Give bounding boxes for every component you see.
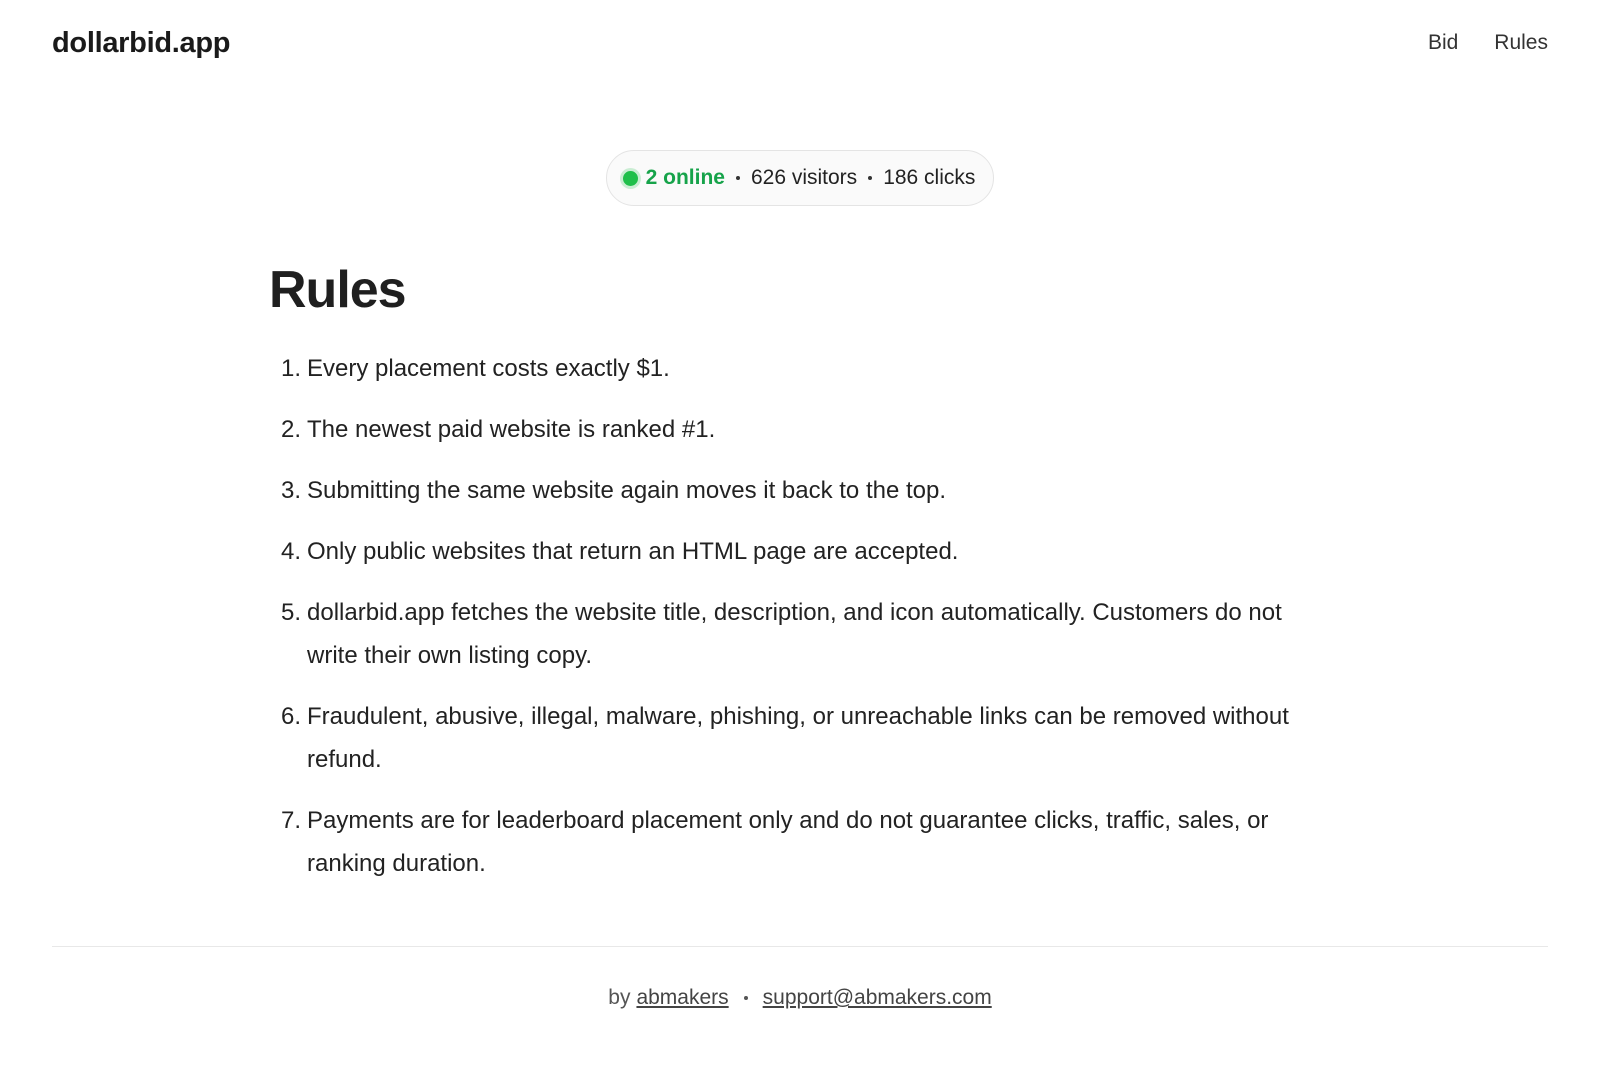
rule-item bbox=[269, 347, 1339, 390]
rule-text: Submitting the same website again moves it back to the top. bbox=[307, 477, 947, 505]
rule-text: Fraudulent, abusive, illegal, malware, phishing, or unreachable links can be removed without refund. bbox=[307, 703, 1289, 774]
rule-text: dollarbid.app fetches the website title, description, and icon automatically. Customers do not write their own listing copy. bbox=[307, 599, 1282, 670]
rule-item bbox=[269, 695, 1339, 781]
rule-number: 5. bbox=[280, 599, 301, 627]
page-title: Rules bbox=[269, 261, 406, 319]
rule-number: 3. bbox=[280, 477, 301, 505]
footer-email-link[interactable]: support@abmakers.com bbox=[762, 986, 992, 1009]
top-nav bbox=[1428, 31, 1548, 55]
clicks-count: 186 clicks bbox=[883, 166, 976, 189]
rule-number: 2. bbox=[280, 416, 301, 444]
nav-link-bid[interactable]: Bid bbox=[1427, 31, 1459, 54]
bullet-separator-icon bbox=[736, 176, 740, 180]
rule-number: 7. bbox=[280, 807, 301, 835]
rule-text: Every placement costs exactly $1. bbox=[307, 355, 670, 383]
main-content bbox=[269, 262, 1339, 903]
online-status-dot-icon bbox=[623, 171, 638, 186]
brand-logo-link[interactable]: dollarbid.app bbox=[52, 26, 231, 59]
rule-number: 1. bbox=[280, 355, 301, 383]
rule-item bbox=[269, 799, 1339, 885]
stats-pill bbox=[606, 150, 995, 206]
site-footer bbox=[0, 986, 1600, 1010]
rule-item bbox=[269, 591, 1339, 677]
footer-by-label: by bbox=[608, 986, 631, 1009]
site-header bbox=[52, 18, 1548, 68]
visitors-count: 626 visitors bbox=[750, 166, 858, 189]
rule-item bbox=[269, 469, 1339, 512]
rule-number: 6. bbox=[280, 703, 301, 731]
rule-number: 4. bbox=[280, 538, 301, 566]
nav-link-rules[interactable]: Rules bbox=[1494, 31, 1548, 54]
rule-text: Only public websites that return an HTML page are accepted. bbox=[307, 538, 959, 566]
bullet-separator-icon bbox=[868, 176, 872, 180]
bullet-separator-icon bbox=[744, 996, 748, 1000]
rule-text: The newest paid website is ranked #1. bbox=[307, 416, 716, 444]
footer-divider bbox=[52, 946, 1548, 947]
rule-item bbox=[269, 530, 1339, 573]
rules-list bbox=[269, 347, 1339, 885]
stats-container bbox=[0, 150, 1600, 206]
footer-author-link[interactable]: abmakers bbox=[636, 986, 729, 1009]
online-count: 2 online bbox=[645, 166, 725, 189]
rule-item bbox=[269, 408, 1339, 451]
rule-text: Payments are for leaderboard placement only and do not guarantee clicks, traffic, sales, or ranking duration. bbox=[307, 807, 1269, 878]
